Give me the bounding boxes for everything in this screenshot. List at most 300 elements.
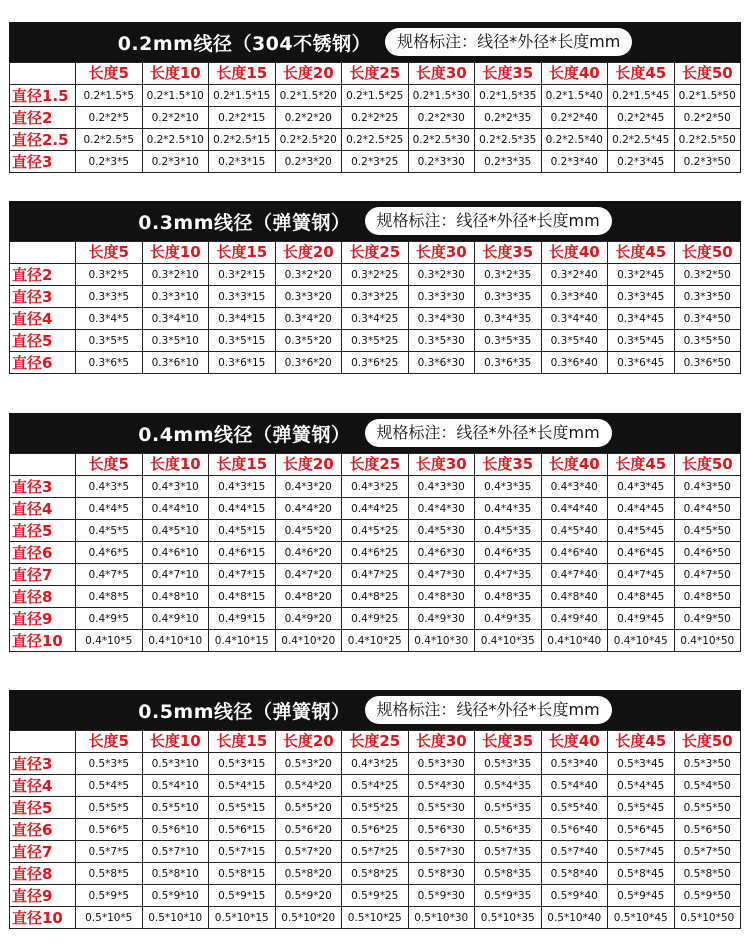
table-cell: 0.4*5*10 — [142, 520, 209, 542]
table-cell: 0.5*4*50 — [674, 775, 741, 797]
table-cell: 0.5*3*50 — [674, 753, 741, 775]
table-cell: 0.4*10*5 — [76, 630, 143, 652]
table-cell: 0.5*3*45 — [608, 753, 675, 775]
row-label: 直径7 — [10, 564, 76, 586]
table-cell: 0.4*3*50 — [674, 476, 741, 498]
table-cell: 0.5*5*40 — [541, 797, 608, 819]
table-cell: 0.5*10*10 — [142, 907, 209, 929]
column-header: 长度20 — [275, 731, 342, 753]
table-cell: 0.4*8*5 — [76, 586, 143, 608]
table-cell: 0.5*6*40 — [541, 819, 608, 841]
table-cell: 0.2*2*30 — [408, 107, 475, 129]
table-cell: 0.5*3*10 — [142, 753, 209, 775]
table-cell: 0.5*5*20 — [275, 797, 342, 819]
table-cell: 0.5*10*30 — [408, 907, 475, 929]
table-cell: 0.3*4*30 — [408, 308, 475, 330]
table-cell: 0.5*7*10 — [142, 841, 209, 863]
column-header: 长度25 — [342, 242, 409, 264]
table-row — [10, 608, 741, 630]
table-cell: 0.3*3*30 — [408, 286, 475, 308]
row-label: 直径3 — [10, 286, 76, 308]
section-header — [9, 690, 741, 730]
column-header: 长度10 — [142, 454, 209, 476]
table-cell: 0.2*2.5*35 — [475, 129, 542, 151]
table-cell: 0.3*2*45 — [608, 264, 675, 286]
row-label: 直径3 — [10, 151, 76, 173]
table-cell: 0.5*10*45 — [608, 907, 675, 929]
table-cell: 0.2*3*25 — [342, 151, 409, 173]
table-cell: 0.3*5*35 — [475, 330, 542, 352]
table-cell: 0.4*7*35 — [475, 564, 542, 586]
table-cell: 0.5*5*35 — [475, 797, 542, 819]
column-header: 长度20 — [275, 454, 342, 476]
table-row — [10, 797, 741, 819]
table-header-row — [10, 242, 741, 264]
table-cell: 0.5*9*30 — [408, 885, 475, 907]
table-cell: 0.3*2*5 — [76, 264, 143, 286]
row-label: 直径2 — [10, 107, 76, 129]
table-cell: 0.4*5*30 — [408, 520, 475, 542]
table-cell: 0.5*6*35 — [475, 819, 542, 841]
table-row — [10, 85, 741, 107]
table-cell: 0.5*7*25 — [342, 841, 409, 863]
table-cell: 0.5*9*35 — [475, 885, 542, 907]
row-label: 直径3 — [10, 476, 76, 498]
table-cell: 0.5*4*25 — [342, 775, 409, 797]
table-cell: 0.4*8*40 — [541, 586, 608, 608]
table-cell: 0.4*3*5 — [76, 476, 143, 498]
table-cell: 0.3*3*5 — [76, 286, 143, 308]
table-cell: 0.2*1.5*50 — [674, 85, 741, 107]
table-row — [10, 264, 741, 286]
table-cell: 0.2*2*35 — [475, 107, 542, 129]
table-cell: 0.4*10*25 — [342, 630, 409, 652]
table-cell: 0.4*3*45 — [608, 476, 675, 498]
table-row — [10, 586, 741, 608]
table-cell: 0.5*4*30 — [408, 775, 475, 797]
table-cell: 0.5*9*40 — [541, 885, 608, 907]
table-cell: 0.4*3*15 — [209, 476, 276, 498]
table-cell: 0.3*4*25 — [342, 308, 409, 330]
table-cell: 0.5*8*50 — [674, 863, 741, 885]
table-cell: 0.3*3*20 — [275, 286, 342, 308]
table-cell: 0.4*6*15 — [209, 542, 276, 564]
table-cell: 0.3*4*35 — [475, 308, 542, 330]
table-row — [10, 520, 741, 542]
table-cell: 0.3*2*10 — [142, 264, 209, 286]
table-cell: 0.4*5*15 — [209, 520, 276, 542]
table-cell: 0.2*1.5*30 — [408, 85, 475, 107]
row-label: 直径10 — [10, 630, 76, 652]
table-row — [10, 863, 741, 885]
spec-section-0.4mm — [9, 413, 741, 652]
table-cell: 0.5*8*40 — [541, 863, 608, 885]
table-cell: 0.3*4*40 — [541, 308, 608, 330]
table-cell: 0.4*10*40 — [541, 630, 608, 652]
corner-cell — [10, 242, 76, 264]
table-cell: 0.4*4*25 — [342, 498, 409, 520]
row-label: 直径6 — [10, 352, 76, 374]
table-cell: 0.4*7*10 — [142, 564, 209, 586]
table-row — [10, 151, 741, 173]
corner-cell — [10, 63, 76, 85]
table-cell: 0.2*2*15 — [209, 107, 276, 129]
table-cell: 0.4*4*35 — [475, 498, 542, 520]
column-header: 长度50 — [674, 242, 741, 264]
table-cell: 0.4*5*5 — [76, 520, 143, 542]
table-cell: 0.4*7*5 — [76, 564, 143, 586]
table-cell: 0.4*3*35 — [475, 476, 542, 498]
table-cell: 0.4*4*45 — [608, 498, 675, 520]
column-header: 长度25 — [342, 731, 409, 753]
table-cell: 0.5*4*35 — [475, 775, 542, 797]
table-cell: 0.3*2*50 — [674, 264, 741, 286]
table-cell: 0.3*2*30 — [408, 264, 475, 286]
table-cell: 0.5*10*40 — [541, 907, 608, 929]
table-cell: 0.4*9*40 — [541, 608, 608, 630]
table-cell: 0.4*4*20 — [275, 498, 342, 520]
column-header: 长度25 — [342, 63, 409, 85]
table-cell: 0.4*8*10 — [142, 586, 209, 608]
table-cell: 0.4*6*50 — [674, 542, 741, 564]
spec-table — [9, 730, 741, 929]
table-cell: 0.2*2.5*5 — [76, 129, 143, 151]
table-cell: 0.5*10*35 — [475, 907, 542, 929]
row-label: 直径3 — [10, 753, 76, 775]
table-cell: 0.5*7*15 — [209, 841, 276, 863]
table-cell: 0.4*4*40 — [541, 498, 608, 520]
spec-note-pill: 规格标注：线径*外径*长度mm — [365, 207, 612, 235]
table-cell: 0.3*4*15 — [209, 308, 276, 330]
section-header — [9, 413, 741, 453]
column-header: 长度30 — [408, 731, 475, 753]
column-header: 长度5 — [76, 454, 143, 476]
column-header: 长度10 — [142, 731, 209, 753]
column-header: 长度45 — [608, 731, 675, 753]
corner-cell — [10, 454, 76, 476]
table-cell: 0.4*10*45 — [608, 630, 675, 652]
table-cell: 0.5*5*30 — [408, 797, 475, 819]
table-header-row — [10, 731, 741, 753]
table-cell: 0.5*10*15 — [209, 907, 276, 929]
table-cell: 0.2*2*10 — [142, 107, 209, 129]
table-cell: 0.3*6*35 — [475, 352, 542, 374]
table-cell: 0.3*4*50 — [674, 308, 741, 330]
table-cell: 0.3*2*40 — [541, 264, 608, 286]
table-cell: 0.5*9*15 — [209, 885, 276, 907]
table-cell: 0.2*3*15 — [209, 151, 276, 173]
row-label: 直径2 — [10, 264, 76, 286]
table-cell: 0.5*4*45 — [608, 775, 675, 797]
column-header: 长度35 — [475, 63, 542, 85]
table-cell: 0.3*3*15 — [209, 286, 276, 308]
table-cell: 0.4*10*10 — [142, 630, 209, 652]
table-cell: 0.5*5*50 — [674, 797, 741, 819]
table-cell: 0.4*6*30 — [408, 542, 475, 564]
table-cell: 0.2*1.5*35 — [475, 85, 542, 107]
table-cell: 0.2*1.5*5 — [76, 85, 143, 107]
table-cell: 0.5*7*45 — [608, 841, 675, 863]
column-header: 长度10 — [142, 63, 209, 85]
table-cell: 0.4*5*25 — [342, 520, 409, 542]
column-header: 长度20 — [275, 242, 342, 264]
table-cell: 0.2*2*40 — [541, 107, 608, 129]
table-cell: 0.5*3*40 — [541, 753, 608, 775]
column-header: 长度40 — [541, 242, 608, 264]
table-cell: 0.4*9*35 — [475, 608, 542, 630]
table-cell: 0.5*5*5 — [76, 797, 143, 819]
table-cell: 0.3*4*45 — [608, 308, 675, 330]
column-header: 长度15 — [209, 454, 276, 476]
column-header: 长度45 — [608, 242, 675, 264]
table-row — [10, 753, 741, 775]
column-header: 长度50 — [674, 454, 741, 476]
table-cell: 0.4*5*45 — [608, 520, 675, 542]
section-title: 0.5mm线径（弹簧钢） — [138, 700, 351, 723]
spec-section-0.3mm — [9, 201, 741, 374]
table-cell: 0.4*9*15 — [209, 608, 276, 630]
table-cell: 0.3*5*40 — [541, 330, 608, 352]
table-cell: 0.2*3*10 — [142, 151, 209, 173]
table-cell: 0.3*3*35 — [475, 286, 542, 308]
table-cell: 0.3*2*20 — [275, 264, 342, 286]
column-header: 长度30 — [408, 63, 475, 85]
table-cell: 0.5*7*30 — [408, 841, 475, 863]
table-cell: 0.5*3*20 — [275, 753, 342, 775]
row-label: 直径9 — [10, 608, 76, 630]
table-cell: 0.2*2.5*45 — [608, 129, 675, 151]
table-cell: 0.4*7*45 — [608, 564, 675, 586]
table-cell: 0.5*9*45 — [608, 885, 675, 907]
table-cell: 0.3*4*5 — [76, 308, 143, 330]
table-cell: 0.4*9*30 — [408, 608, 475, 630]
table-header-row — [10, 63, 741, 85]
table-cell: 0.5*3*35 — [475, 753, 542, 775]
table-cell: 0.4*10*35 — [475, 630, 542, 652]
table-row — [10, 542, 741, 564]
table-cell: 0.4*8*50 — [674, 586, 741, 608]
table-cell: 0.5*6*50 — [674, 819, 741, 841]
table-cell: 0.4*9*10 — [142, 608, 209, 630]
table-cell: 0.4*7*50 — [674, 564, 741, 586]
table-cell: 0.4*7*20 — [275, 564, 342, 586]
table-cell: 0.5*6*20 — [275, 819, 342, 841]
table-cell: 0.3*6*40 — [541, 352, 608, 374]
table-cell: 0.5*5*15 — [209, 797, 276, 819]
table-cell: 0.5*8*30 — [408, 863, 475, 885]
table-row — [10, 907, 741, 929]
column-header: 长度15 — [209, 242, 276, 264]
section-header — [9, 201, 741, 241]
table-cell: 0.2*3*35 — [475, 151, 542, 173]
table-row — [10, 885, 741, 907]
spec-note-pill: 规格标注：线径*外径*长度mm — [365, 696, 612, 724]
spec-note-pill: 规格标注：线径*外径*长度mm — [385, 28, 632, 56]
table-row — [10, 476, 741, 498]
column-header: 长度40 — [541, 731, 608, 753]
table-cell: 0.5*3*30 — [408, 753, 475, 775]
table-row — [10, 498, 741, 520]
table-cell: 0.3*6*25 — [342, 352, 409, 374]
table-cell: 0.3*5*30 — [408, 330, 475, 352]
table-cell: 0.2*2*20 — [275, 107, 342, 129]
table-row — [10, 286, 741, 308]
table-cell: 0.5*9*25 — [342, 885, 409, 907]
spec-section-0.5mm — [9, 690, 741, 929]
table-cell: 0.3*6*30 — [408, 352, 475, 374]
table-cell: 0.4*7*25 — [342, 564, 409, 586]
table-cell: 0.2*2.5*25 — [342, 129, 409, 151]
column-header: 长度30 — [408, 454, 475, 476]
table-cell: 0.4*3*30 — [408, 476, 475, 498]
spec-table — [9, 62, 741, 173]
table-cell: 0.4*5*50 — [674, 520, 741, 542]
corner-cell — [10, 731, 76, 753]
table-cell: 0.2*1.5*45 — [608, 85, 675, 107]
table-cell: 0.4*6*35 — [475, 542, 542, 564]
table-cell: 0.4*3*25 — [342, 753, 409, 775]
table-cell: 0.2*2*45 — [608, 107, 675, 129]
table-cell: 0.4*8*30 — [408, 586, 475, 608]
column-header: 长度50 — [674, 63, 741, 85]
table-cell: 0.4*4*15 — [209, 498, 276, 520]
table-cell: 0.4*6*5 — [76, 542, 143, 564]
table-row — [10, 630, 741, 652]
table-cell: 0.4*5*40 — [541, 520, 608, 542]
table-cell: 0.3*5*50 — [674, 330, 741, 352]
table-cell: 0.2*1.5*10 — [142, 85, 209, 107]
table-cell: 0.4*4*5 — [76, 498, 143, 520]
table-cell: 0.5*9*5 — [76, 885, 143, 907]
row-label: 直径4 — [10, 775, 76, 797]
table-cell: 0.2*2.5*10 — [142, 129, 209, 151]
table-cell: 0.5*5*25 — [342, 797, 409, 819]
table-cell: 0.5*7*5 — [76, 841, 143, 863]
row-label: 直径5 — [10, 797, 76, 819]
table-cell: 0.2*3*40 — [541, 151, 608, 173]
table-cell: 0.5*4*5 — [76, 775, 143, 797]
table-cell: 0.3*6*10 — [142, 352, 209, 374]
table-cell: 0.3*5*10 — [142, 330, 209, 352]
column-header: 长度20 — [275, 63, 342, 85]
table-cell: 0.4*7*30 — [408, 564, 475, 586]
table-row — [10, 841, 741, 863]
table-cell: 0.4*4*50 — [674, 498, 741, 520]
table-cell: 0.4*3*10 — [142, 476, 209, 498]
table-cell: 0.5*8*5 — [76, 863, 143, 885]
table-cell: 0.2*1.5*40 — [541, 85, 608, 107]
table-cell: 0.2*3*5 — [76, 151, 143, 173]
table-cell: 0.5*10*50 — [674, 907, 741, 929]
column-header: 长度45 — [608, 63, 675, 85]
table-cell: 0.5*8*35 — [475, 863, 542, 885]
table-cell: 0.5*4*15 — [209, 775, 276, 797]
row-label: 直径4 — [10, 308, 76, 330]
table-cell: 0.2*3*20 — [275, 151, 342, 173]
table-cell: 0.4*8*35 — [475, 586, 542, 608]
table-cell: 0.5*6*10 — [142, 819, 209, 841]
row-label: 直径8 — [10, 586, 76, 608]
table-cell: 0.4*9*25 — [342, 608, 409, 630]
table-row — [10, 819, 741, 841]
table-cell: 0.4*4*10 — [142, 498, 209, 520]
row-label: 直径2.5 — [10, 129, 76, 151]
row-label: 直径8 — [10, 863, 76, 885]
table-cell: 0.5*8*45 — [608, 863, 675, 885]
table-header-row — [10, 454, 741, 476]
column-header: 长度35 — [475, 454, 542, 476]
table-cell: 0.3*2*15 — [209, 264, 276, 286]
section-title: 0.2mm线径（304不锈钢） — [117, 32, 372, 55]
table-cell: 0.2*2.5*30 — [408, 129, 475, 151]
table-cell: 0.4*3*25 — [342, 476, 409, 498]
table-cell: 0.3*6*20 — [275, 352, 342, 374]
column-header: 长度10 — [142, 242, 209, 264]
table-cell: 0.5*9*20 — [275, 885, 342, 907]
table-cell: 0.3*5*45 — [608, 330, 675, 352]
table-cell: 0.3*5*5 — [76, 330, 143, 352]
table-row — [10, 352, 741, 374]
column-header: 长度45 — [608, 454, 675, 476]
table-cell: 0.4*3*20 — [275, 476, 342, 498]
spec-table — [9, 453, 741, 652]
table-cell: 0.2*3*45 — [608, 151, 675, 173]
row-label: 直径9 — [10, 885, 76, 907]
table-cell: 0.5*4*20 — [275, 775, 342, 797]
table-cell: 0.4*9*50 — [674, 608, 741, 630]
table-cell: 0.2*3*30 — [408, 151, 475, 173]
column-header: 长度5 — [76, 63, 143, 85]
column-header: 长度40 — [541, 63, 608, 85]
column-header: 长度5 — [76, 731, 143, 753]
table-cell: 0.4*7*40 — [541, 564, 608, 586]
table-cell: 0.4*9*45 — [608, 608, 675, 630]
table-cell: 0.5*4*10 — [142, 775, 209, 797]
row-label: 直径1.5 — [10, 85, 76, 107]
table-cell: 0.5*4*40 — [541, 775, 608, 797]
table-cell: 0.4*3*40 — [541, 476, 608, 498]
table-cell: 0.3*5*20 — [275, 330, 342, 352]
table-cell: 0.3*6*5 — [76, 352, 143, 374]
table-cell: 0.2*2.5*40 — [541, 129, 608, 151]
table-cell: 0.5*5*45 — [608, 797, 675, 819]
table-cell: 0.2*2*50 — [674, 107, 741, 129]
table-cell: 0.5*6*25 — [342, 819, 409, 841]
table-cell: 0.4*8*25 — [342, 586, 409, 608]
section-title: 0.4mm线径（弹簧钢） — [138, 423, 351, 446]
table-cell: 0.3*3*40 — [541, 286, 608, 308]
table-row — [10, 308, 741, 330]
row-label: 直径5 — [10, 330, 76, 352]
table-row — [10, 775, 741, 797]
table-cell: 0.2*1.5*20 — [275, 85, 342, 107]
row-label: 直径6 — [10, 819, 76, 841]
table-cell: 0.5*6*30 — [408, 819, 475, 841]
column-header: 长度35 — [475, 731, 542, 753]
table-cell: 0.3*4*10 — [142, 308, 209, 330]
row-label: 直径6 — [10, 542, 76, 564]
table-cell: 0.4*4*30 — [408, 498, 475, 520]
table-cell: 0.4*7*15 — [209, 564, 276, 586]
table-cell: 0.3*6*15 — [209, 352, 276, 374]
section-title: 0.3mm线径（弹簧钢） — [138, 211, 351, 234]
table-cell: 0.4*10*20 — [275, 630, 342, 652]
table-cell: 0.4*9*20 — [275, 608, 342, 630]
table-row — [10, 564, 741, 586]
table-cell: 0.2*2*25 — [342, 107, 409, 129]
table-cell: 0.5*9*10 — [142, 885, 209, 907]
column-header: 长度40 — [541, 454, 608, 476]
